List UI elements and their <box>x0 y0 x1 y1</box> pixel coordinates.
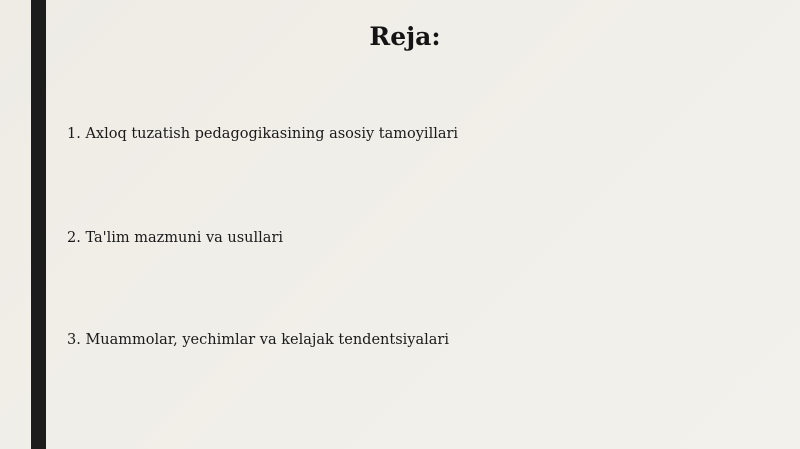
accent-bar <box>31 0 46 449</box>
plan-item-1: 1. Axloq tuzatish pedagogikasining asosiy tamoyillari <box>67 126 459 142</box>
plan-item-2: 2. Ta'lim mazmuni va usullari <box>67 230 284 246</box>
slide-title: Reja: <box>369 22 441 51</box>
plan-item-3: 3. Muammolar, yechimlar va kelajak tendentsiyalari <box>67 332 449 348</box>
